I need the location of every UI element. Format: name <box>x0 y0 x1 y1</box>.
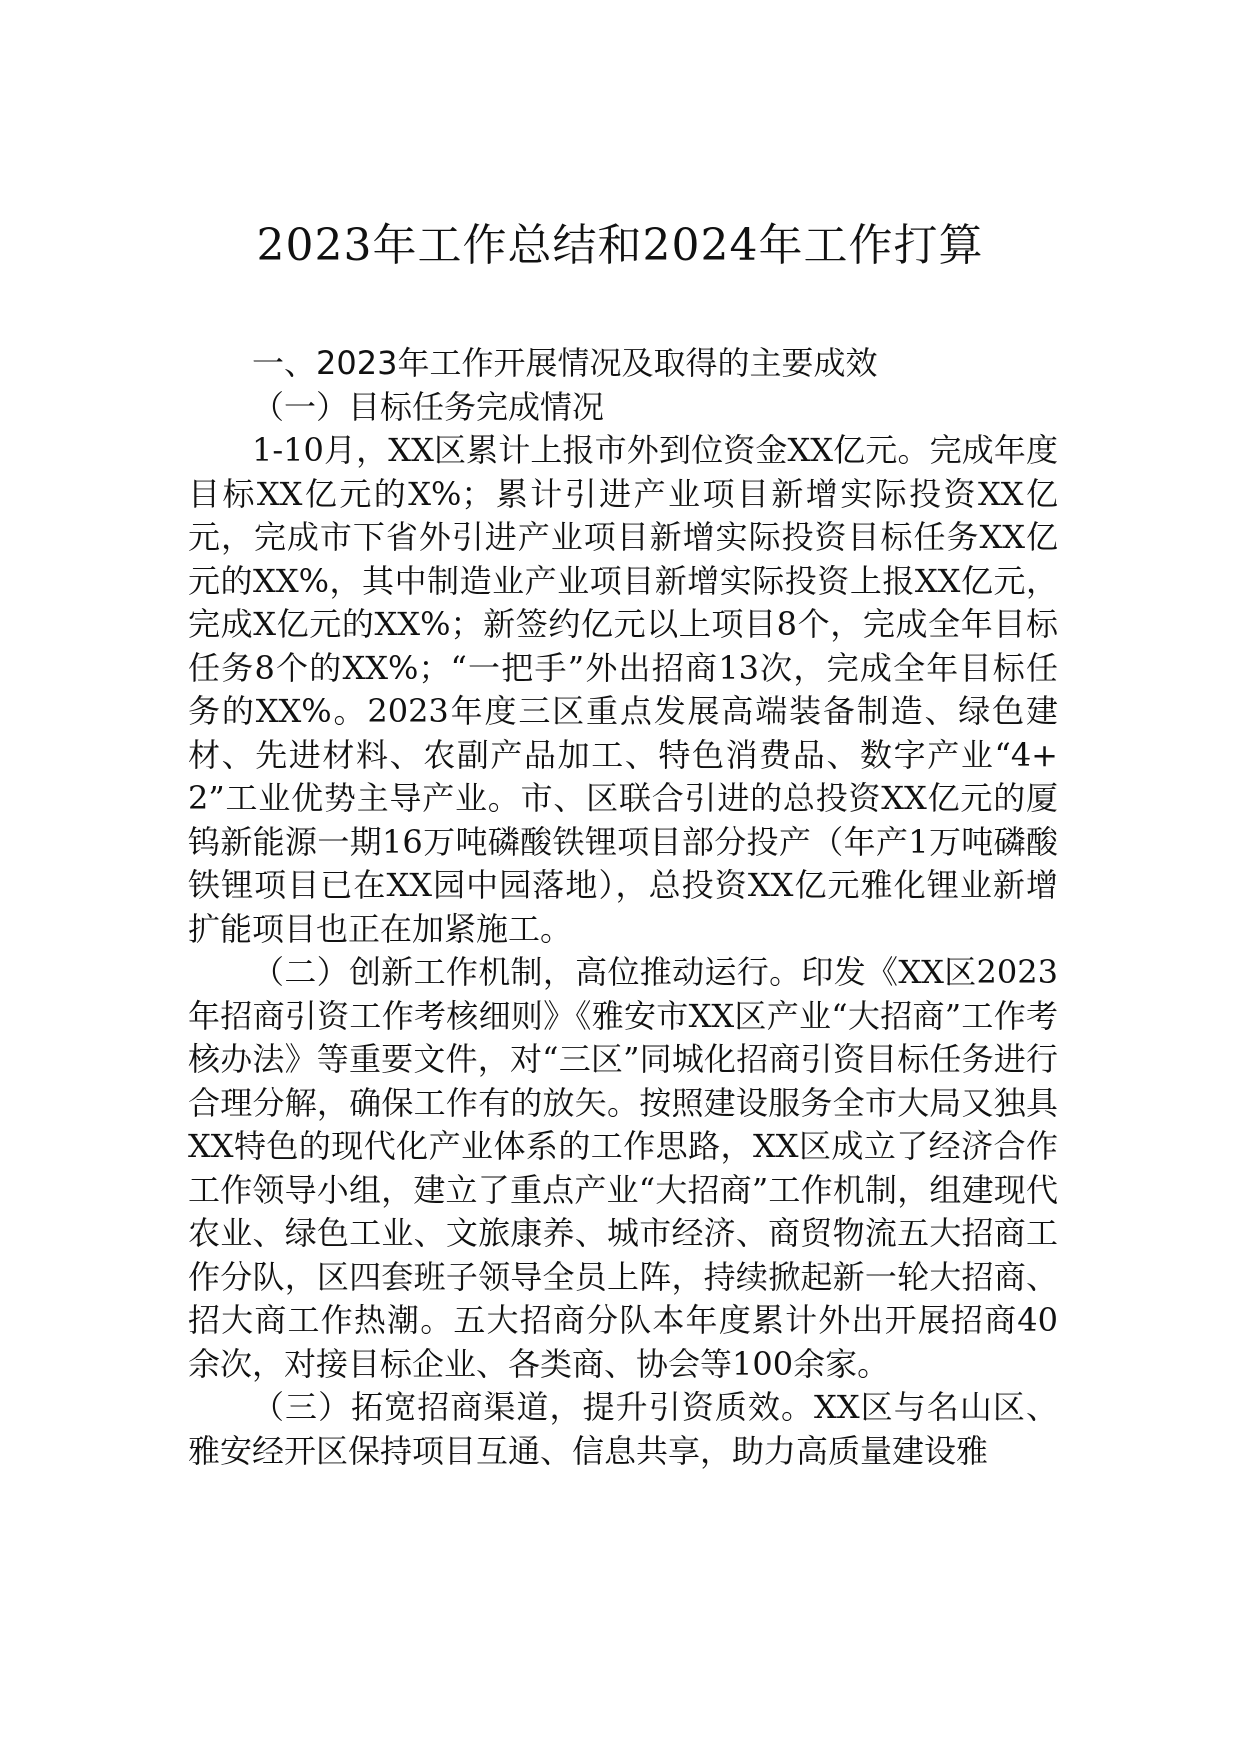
document-title: 2023年工作总结和2024年工作打算 <box>256 220 984 271</box>
paragraph-1: 1-10月，XX区累计上报市外到位资金XX亿元。完成年度目标XX亿元的X%；累计引进产业项目新增实际投资XX亿元，完成市下省外引进产业项目新增实际投资目标任务XX亿元的XX%，其中制造业产业项目新增实际投资上报XX亿元，完成X亿元的XX%；新签约亿元以上项目8个，完成全年目标任务8个的XX%；“一把手”外出招商13次，完成全年目标任务的XX%。2023年度三区重点发展高端装备制造、绿色建材、先进材料、农副产品加工、特色消费品、数字产业“4+2”工业优势主导产业。市、区联合引进的总投资XX亿元的厦钨新能源一期16万吨磷酸铁锂项目部分投产（年产1万吨磷酸铁锂项目已在XX园中园落地），总投资XX亿元雅化锂业新增扩能项目也正在加紧施工。 <box>188 431 1058 948</box>
paragraph-2: （二）创新工作机制，高位推动运行。印发《XX区2023年招商引资工作考核细则》《雅安市XX区产业“大招商”工作考核办法》等重要文件，对“三区”同城化招商引资目标任务进行合理分解，确保工作有的放矢。按照建设服务全市大局又独具XX特色的现代化产业体系的工作思路，XX区成立了经济合作工作领导小组，建立了重点产业“大招商”工作机制，组建现代农业、绿色工业、文旅康养、城市经济、商贸物流五大招商工作分队，区四套班子领导全员上阵，持续掀起新一轮大招商、招大商工作热潮。五大招商分队本年度累计外出开展招商40余次，对接目标企业、各类商、协会等100余家。 <box>188 953 1058 1383</box>
document-body <box>188 342 1058 1473</box>
subsection-heading: （一）目标任务完成情况 <box>252 387 605 426</box>
paragraph-3: （三）拓宽招商渠道，提升引资质效。XX区与名山区、雅安经开区保持项目互通、信息共享，助力高质量建设雅 <box>188 1388 1058 1470</box>
section-heading: 一、2023年工作开展情况及取得的主要成效 <box>252 344 878 382</box>
